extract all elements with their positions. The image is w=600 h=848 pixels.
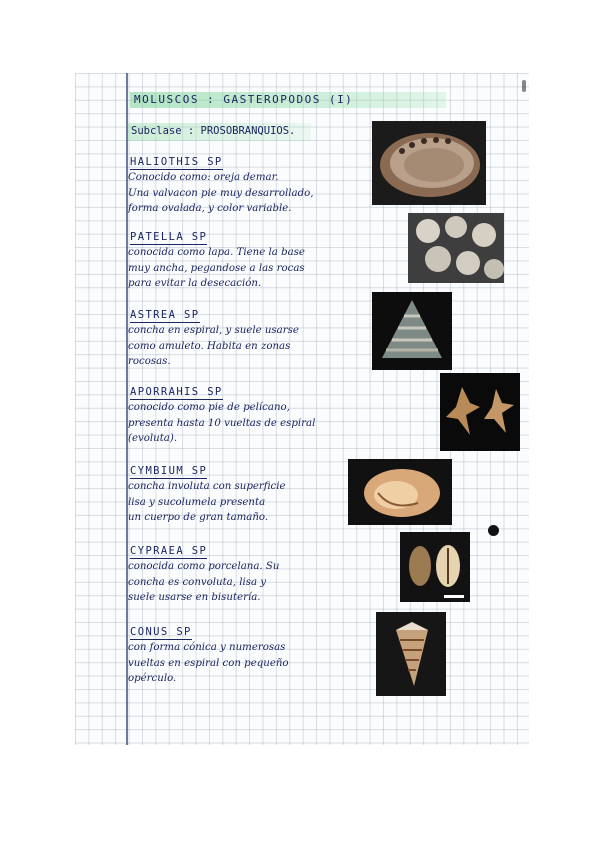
cone-shell-icon — [376, 612, 446, 696]
ink-blot — [488, 525, 499, 536]
description-line: con forma cónica y numerosas — [128, 642, 286, 653]
species-description — [128, 245, 368, 292]
page-title: MOLUSCOS : GASTEROPODOS (I) — [134, 93, 354, 106]
description-line: concha en espiral, y suele usarse — [128, 325, 299, 336]
description-line: vueltas en espiral con pequeño — [128, 657, 289, 669]
species-description — [128, 640, 368, 687]
description-line: como amuleto. Habita en zonas — [128, 340, 291, 352]
astrea-shell-photo — [372, 292, 452, 370]
species-heading: ASTREA SP — [130, 309, 200, 321]
description-line: un cuerpo de gran tamaño. — [128, 512, 269, 523]
species-description — [128, 400, 368, 447]
abalone-shell-icon — [372, 121, 486, 205]
binding-hole-mark — [522, 80, 526, 92]
limpet-shells-icon — [408, 213, 504, 283]
description-line: conocida como porcelana. Su — [128, 561, 280, 572]
species-description — [128, 323, 368, 370]
pelican-foot-shells-icon — [440, 373, 520, 451]
subclass-highlight — [128, 123, 311, 141]
subclass-label: Subclase : PROSOBRANQUIOS. — [131, 125, 296, 137]
description-line: Una valvacon pie muy desarrollado, — [128, 187, 314, 199]
description-line: opérculo. — [128, 673, 177, 684]
species-heading: PATELLA SP — [130, 231, 208, 243]
cymbium-shell-photo — [348, 459, 452, 525]
abalone-shell-photo — [372, 121, 486, 205]
species-heading: APORRAHIS SP — [130, 386, 223, 398]
description-line: conocida como lapa. Tiene la base — [128, 247, 305, 258]
description-line: suele usarse en bisutería. — [128, 592, 261, 603]
species-heading: CYMBIUM SP — [130, 465, 208, 477]
species-heading: CONUS SP — [130, 626, 192, 638]
limpet-shells-photo — [408, 213, 504, 283]
description-line: conocido como pie de pelícano, — [128, 402, 290, 413]
description-line: Conocido como: oreja demar. — [128, 172, 279, 183]
description-line: concha involuta con superficie — [128, 481, 286, 492]
description-line: forma ovalada, y color variable. — [128, 203, 292, 214]
species-description — [128, 479, 368, 526]
description-line: lisa y sucolumela presenta — [128, 496, 266, 508]
species-description — [128, 559, 368, 606]
title-highlight — [130, 92, 446, 108]
description-line: concha es convoluta, lisa y — [128, 576, 267, 588]
pelican-foot-shells-photo — [440, 373, 520, 451]
species-description — [128, 170, 368, 217]
cone-shell-photo — [376, 612, 446, 696]
astrea-shell-icon — [372, 292, 452, 370]
description-line: (evoluta). — [128, 433, 178, 444]
description-line: rocosas. — [128, 356, 171, 367]
species-heading: CYPRAEA SP — [130, 545, 208, 557]
cowrie-shells-photo — [400, 532, 470, 602]
cowrie-shells-icon — [400, 532, 470, 602]
cymbium-shell-icon — [348, 459, 452, 525]
species-heading: HALIOTHIS SP — [130, 156, 223, 168]
description-line: presenta hasta 10 vueltas de espiral — [128, 417, 316, 429]
description-line: muy ancha, pegandose a las rocas — [128, 262, 305, 274]
description-line: para evitar la desecación. — [128, 278, 262, 289]
